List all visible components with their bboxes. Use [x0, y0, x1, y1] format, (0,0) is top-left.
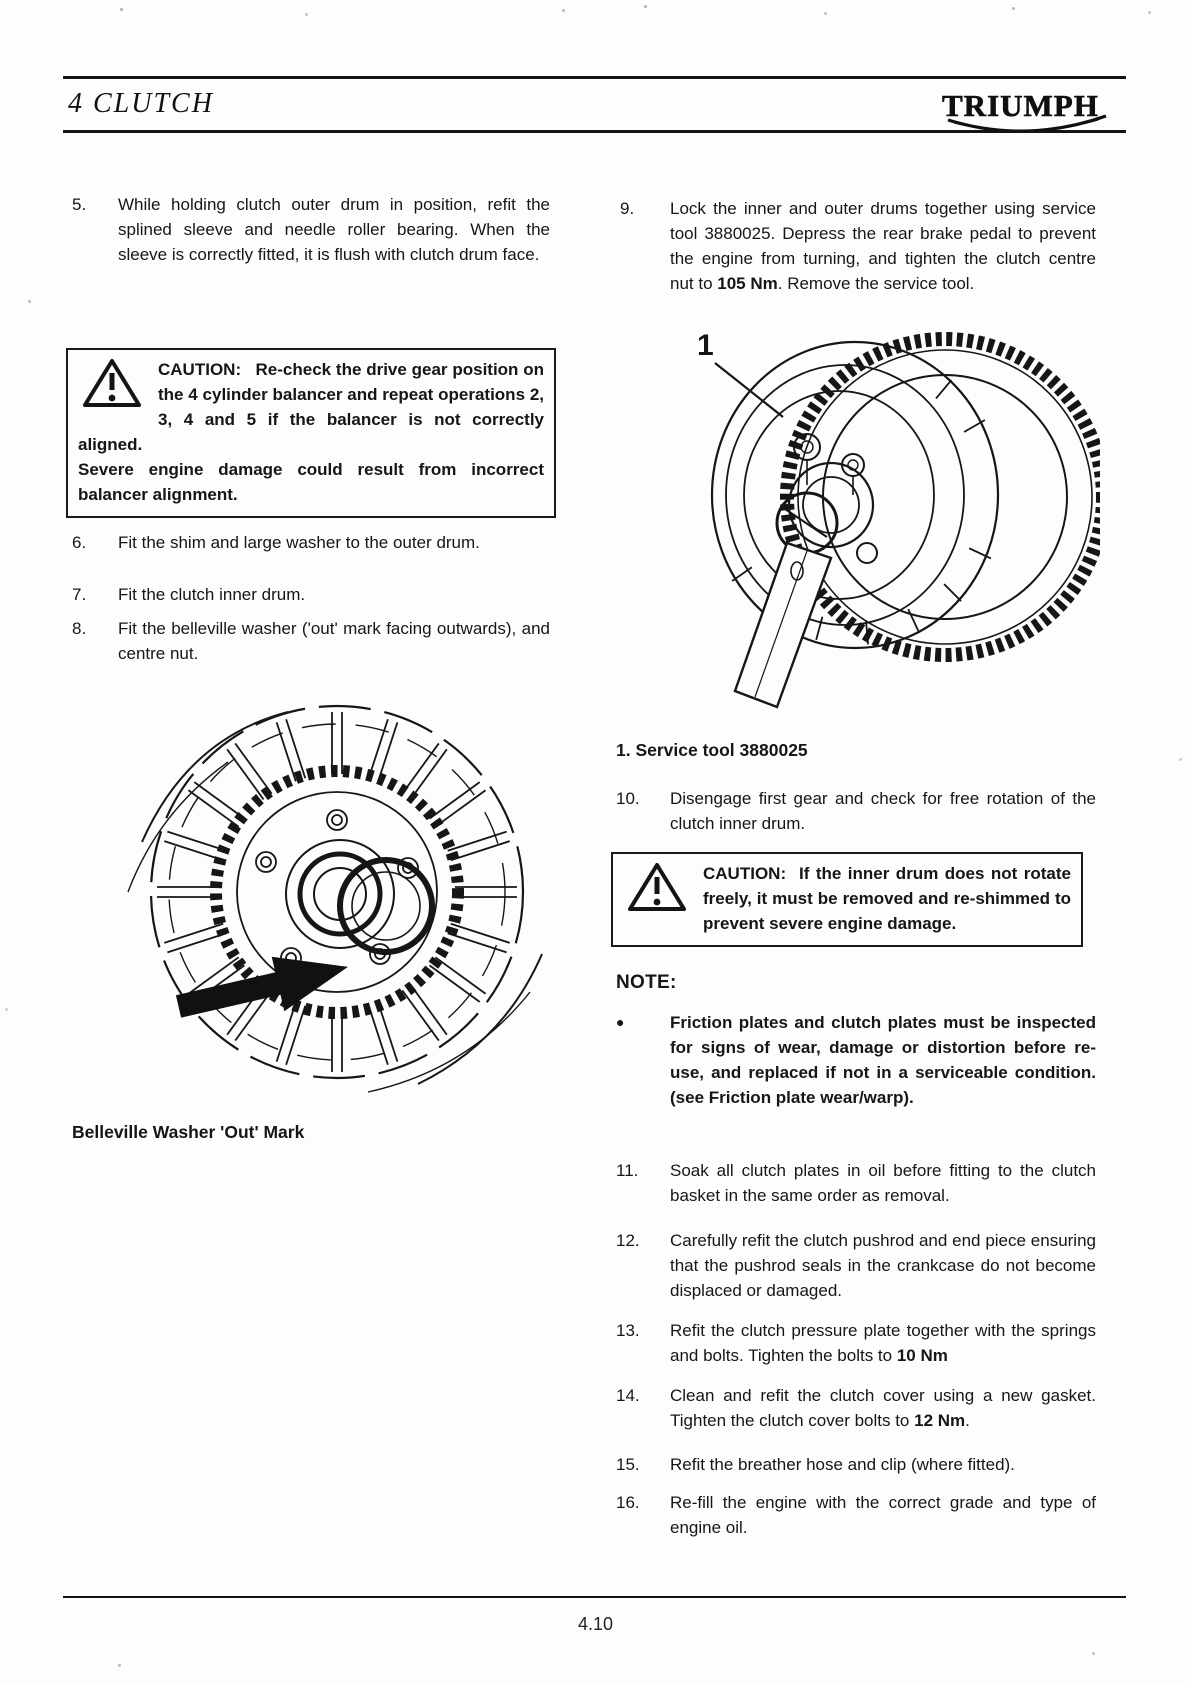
figure-caption-left: Belleville Washer 'Out' Mark	[72, 1122, 305, 1142]
step-number: 9.	[620, 199, 635, 218]
step-text: Refit the breather hose and clip (where fitted).	[670, 1455, 1015, 1474]
header-rule-bottom	[63, 130, 1126, 133]
page-title: 4 CLUTCH	[68, 88, 214, 119]
step-number: 13.	[616, 1321, 640, 1340]
caution-paragraph	[78, 357, 544, 457]
step-number: 8.	[72, 619, 87, 638]
step-text: Fit the shim and large washer to the outer drum.	[118, 533, 480, 552]
step-15	[616, 1452, 1096, 1477]
step-number: 10.	[616, 789, 640, 808]
brand-logo-text: TRIUMPH	[942, 88, 1099, 123]
step-number: 11.	[616, 1161, 639, 1180]
step-text: Carefully refit the clutch pushrod and end piece ensuring that the pushrod seals in the crankcase do not become displaced or damaged.	[670, 1231, 1096, 1300]
torque-value: 10 Nm	[896, 1346, 948, 1365]
step-number: 14.	[616, 1386, 640, 1405]
torque-value: 12 Nm	[914, 1411, 966, 1430]
step-text: Re-fill the engine with the correct grade and type of engine oil.	[670, 1493, 1096, 1537]
figure-caption-right: 1. Service tool 3880025	[616, 740, 808, 760]
step-number: 12.	[616, 1231, 640, 1250]
step-number: 15.	[616, 1455, 640, 1474]
belleville-washer-figure	[118, 692, 556, 1097]
step-number: 16.	[616, 1493, 640, 1512]
step-text: Lock the inner and outer drums together using service tool 3880025. Depress the rear brake pedal to prevent the engine from turning, and tighten the clutch centre nut to 105 Nm. Remove the service tool.	[670, 199, 1096, 293]
page-number: 4.10	[577, 1614, 614, 1634]
figure-callout-label: 1	[697, 329, 714, 362]
step-text: Disengage first gear and check for free rotation of the clutch inner drum.	[670, 789, 1096, 833]
caution-label: CAUTION:	[703, 864, 787, 883]
step-number: 5.	[72, 195, 87, 214]
step-14	[616, 1383, 1096, 1433]
scan-noise	[0, 0, 3, 3]
caution-paragraph-2: Severe engine damage could result from incorrect balancer alignment.	[78, 460, 544, 504]
step-text: Soak all clutch plates in oil before fitting to the clutch basket in the same order as removal.	[670, 1161, 1096, 1205]
note-bullet	[616, 1010, 1096, 1110]
step-text: Refit the clutch pressure plate together with the springs and bolts. Tighten the bolts to 10 Nm	[670, 1321, 1096, 1365]
step-text: Fit the clutch inner drum.	[118, 585, 306, 604]
warning-triangle-icon	[627, 862, 687, 912]
step-5	[72, 192, 550, 267]
step-10	[616, 786, 1096, 836]
note-heading: NOTE:	[616, 972, 677, 993]
note-text: Friction plates and clutch plates must be inspected for signs of wear, damage or distortion before re-use, and replaced if not in a serviceable condition. (see Friction plate wear/warp).	[670, 1013, 1096, 1107]
service-tool-figure	[655, 315, 1100, 715]
step-12	[616, 1228, 1096, 1303]
step-text: Fit the belleville washer ('out' mark facing outwards), and centre nut.	[118, 619, 550, 663]
step-7	[72, 582, 550, 607]
caution-text: If the inner drum does not rotate freely, it must be removed and re-shimmed to prevent severe engine damage.	[703, 864, 1071, 933]
step-text: Clean and refit the clutch cover using a new gasket. Tighten the clutch cover bolts to 12 Nm.	[670, 1386, 1096, 1430]
footer-rule	[63, 1596, 1126, 1598]
torque-value: 105 Nm	[717, 274, 778, 293]
caution-paragraph	[623, 861, 1071, 936]
step-number: 7.	[72, 585, 87, 604]
out-mark-arrow-icon	[172, 941, 354, 1035]
caution-label: CAUTION:	[158, 360, 242, 379]
caution-text: Re-check the drive gear position on the 4 cylinder balancer and repeat operations 2, 3, 4 and 5 if the balancer is not correctly aligned.	[78, 360, 545, 454]
step-8	[72, 616, 550, 666]
step-6	[72, 530, 550, 555]
step-13	[616, 1318, 1096, 1368]
step-number: 6.	[72, 533, 87, 552]
step-9	[620, 196, 1096, 296]
warning-triangle-icon	[82, 358, 142, 408]
step-16	[616, 1490, 1096, 1540]
caution-box-inner-drum	[611, 852, 1083, 947]
step-11	[616, 1158, 1096, 1208]
header-rule-top	[63, 76, 1126, 79]
bullet-icon: ●	[616, 1014, 625, 1030]
step-text: While holding clutch outer drum in position, refit the splined sleeve and needle roller bearing. When the sleeve is correctly fitted, it is flush with clutch drum face.	[118, 195, 550, 264]
caution-box-balancer	[66, 348, 556, 518]
